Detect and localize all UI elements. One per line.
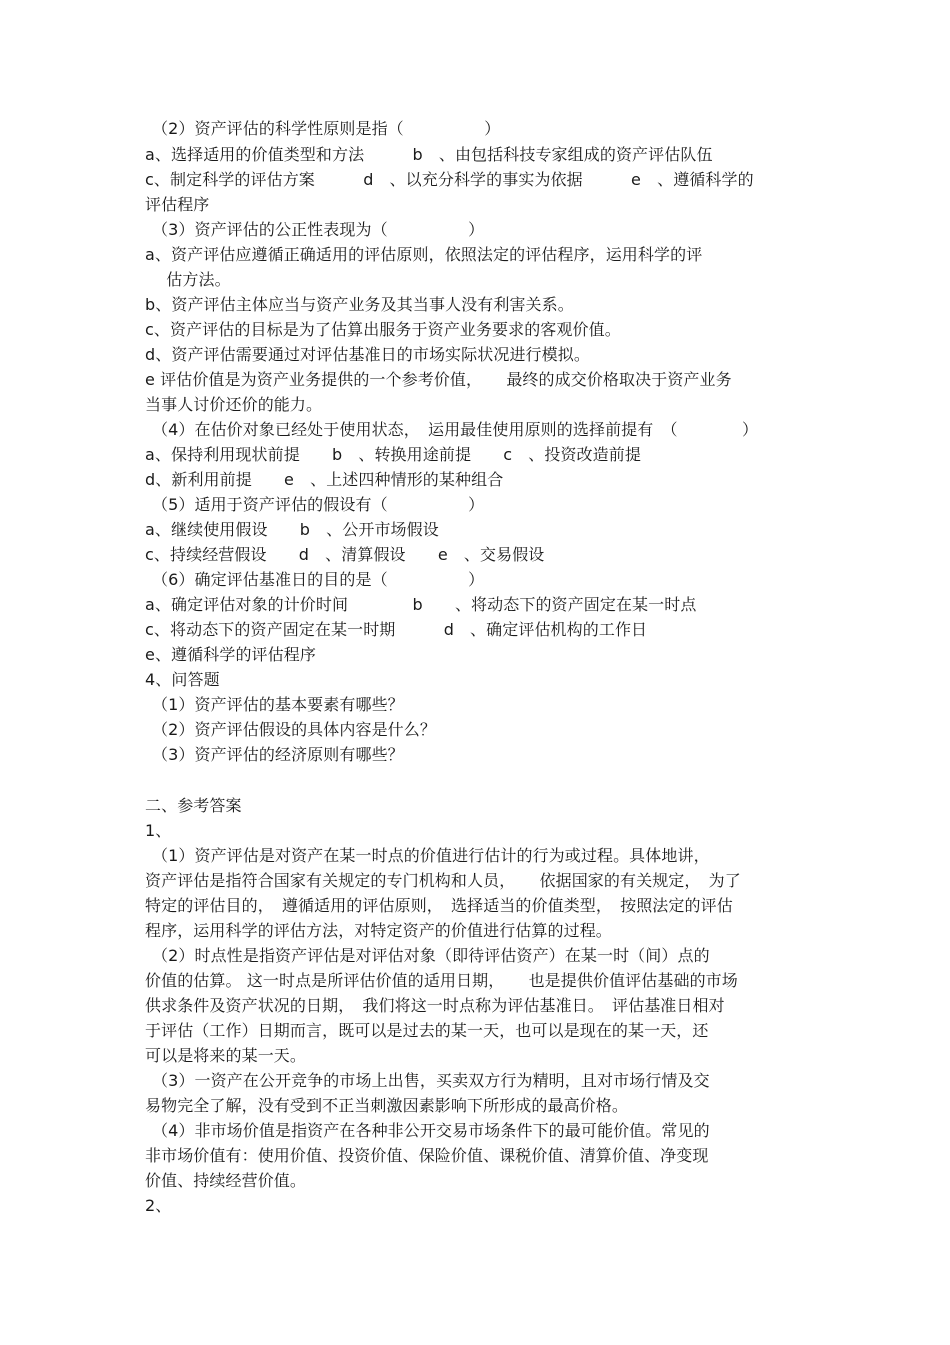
answer-3-line: （3）一资产在公开竞争的市场上出售，买卖双方行为精明，且对市场行情及交: [152, 1071, 710, 1090]
answer-4-line: 非市场价值有：使用价值、投资价值、保险价值、课税价值、清算价值、净变现: [145, 1146, 709, 1165]
answer-2-line: 可以是将来的某一天。: [145, 1046, 307, 1065]
question-5-options-line: c、持续经营假设 d 、清算假设 e 、交易假设: [145, 545, 545, 564]
short-answer-question: （1）资产评估的基本要素有哪些？: [152, 695, 404, 714]
question-4-stem: （4）在估价对象已经处于使用状态， 运用最佳使用原则的选择前提有 （ ）: [152, 420, 759, 439]
question-5-stem: （5）适用于资产评估的假设有（ ）: [152, 495, 485, 514]
question-2-options-line: c、制定科学的评估方案 d 、以充分科学的事实为依据 e 、遵循科学的: [145, 170, 754, 189]
question-6-options-line: a、确定评估对象的计价时间 b 、将动态下的资产固定在某一时点: [145, 595, 697, 614]
answer-2-line: 供求条件及资产状况的日期， 我们将这一时点称为评估基准日。 评估基准日相对: [145, 996, 725, 1015]
question-2-options-line: a、选择适用的价值类型和方法 b 、由包括科技专家组成的资产评估队伍: [145, 145, 713, 164]
question-3-stem: （3）资产评估的公正性表现为（ ）: [152, 220, 485, 239]
section-4-title: 4、问答题: [145, 670, 220, 689]
answer-2-line: 于评估（工作）日期而言，既可以是过去的某一天，也可以是现在的某一天，还: [145, 1021, 709, 1040]
question-6-options-line: c、将动态下的资产固定在某一时期 d 、确定评估机构的工作日: [145, 620, 648, 639]
short-answer-question: （3）资产评估的经济原则有哪些？: [152, 745, 404, 764]
answer-2-line: （2）时点性是指资产评估是对评估对象（即待评估资产）在某一时（间）点的: [152, 946, 710, 965]
answer-1-line: （1）资产评估是对资产在某一时点的价值进行估计的行为或过程。具体地讲，: [152, 846, 710, 865]
question-6-stem: （6）确定评估基准日的目的是（ ）: [152, 570, 485, 589]
answer-1-line: 程序，运用科学的评估方法，对特定资产的价值进行估算的过程。: [145, 921, 612, 940]
question-4-options-line: d、新利用前提 e 、上述四种情形的某种组合: [145, 470, 504, 489]
question-2-stem: （2）资产评估的科学性原则是指（ ）: [152, 119, 501, 138]
question-3-option-c: c、资产评估的目标是为了估算出服务于资产业务要求的客观价值。: [145, 320, 621, 339]
question-6-options-line: e、遵循科学的评估程序: [145, 645, 316, 664]
question-3-option-a: a、资产评估应遵循正确适用的评估原则，依照法定的评估程序，运用科学的评: [145, 245, 703, 264]
answer-4-line: 价值、持续经营价值。: [145, 1171, 307, 1190]
answer-1-line: 资产评估是指符合国家有关规定的专门机构和人员， 依据国家的有关规定， 为了: [145, 871, 741, 890]
question-2-options-line: 评估程序: [145, 195, 210, 214]
answer-3-line: 易物完全了解，没有受到不正当刺激因素影响下所形成的最高价格。: [145, 1096, 629, 1115]
answer-1-line: 特定的评估目的， 遵循适用的评估原则， 选择适当的价值类型， 按照法定的评估: [145, 896, 733, 915]
question-3-option-e: e 评估价值是为资产业务提供的一个参考价值， 最终的成交价格取决于资产业务: [145, 370, 732, 389]
question-3-option-a-cont: 估方法。: [145, 270, 231, 289]
answers-part-1-label: 1、: [145, 821, 172, 840]
answer-2-line: 价值的估算。 这一时点是所评估价值的适用日期， 也是提供价值评估基础的市场: [145, 971, 738, 990]
question-3-option-d: d、资产评估需要通过对评估基准日的市场实际状况进行模拟。: [145, 345, 590, 364]
question-4-options-line: a、保持利用现状前提 b 、转换用途前提 c 、投资改造前提: [145, 445, 641, 464]
question-5-options-line: a、继续使用假设 b 、公开市场假设: [145, 520, 439, 539]
answer-4-line: （4）非市场价值是指资产在各种非公开交易市场条件下的最可能价值。常见的: [152, 1121, 710, 1140]
short-answer-question: （2）资产评估假设的具体内容是什么？: [152, 720, 436, 739]
answers-title: 二、参考答案: [145, 796, 242, 815]
question-3-option-b: b、资产评估主体应当与资产业务及其当事人没有利害关系。: [145, 295, 574, 314]
question-3-option-e-cont: 当事人讨价还价的能力。: [145, 395, 323, 414]
answers-part-2-label: 2、: [145, 1196, 172, 1215]
